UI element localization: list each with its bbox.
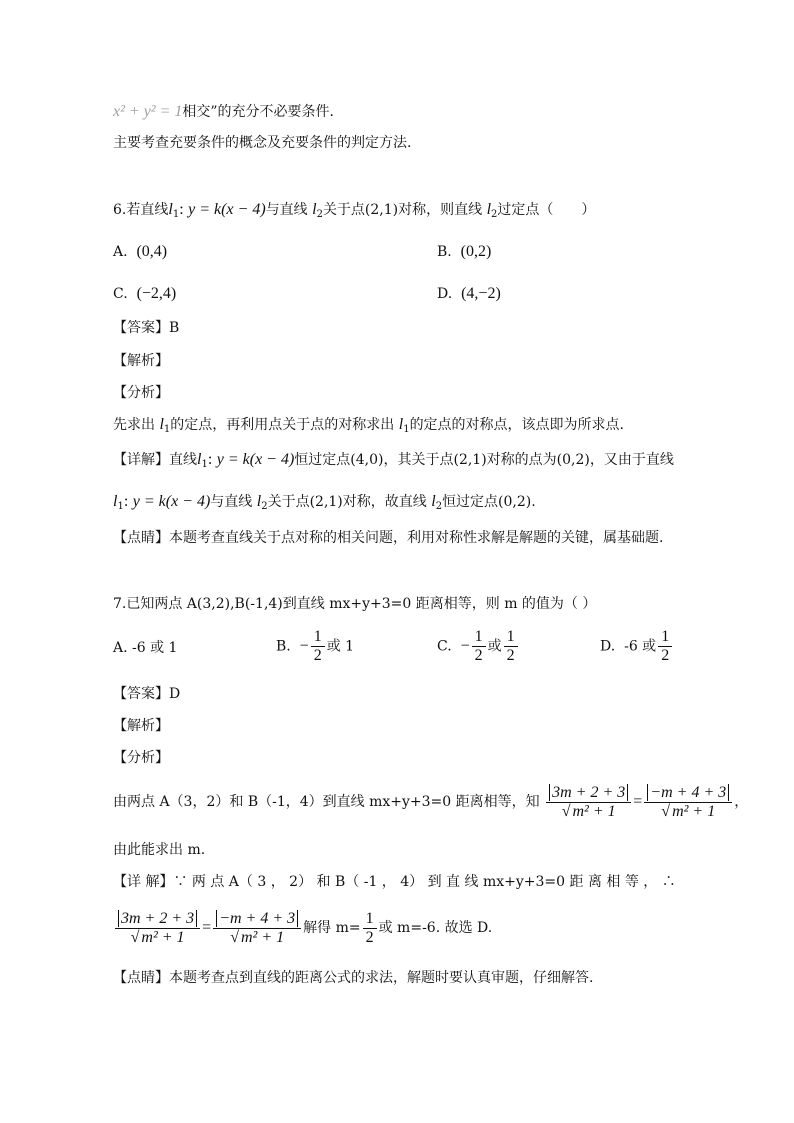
- comma: ，: [734, 794, 749, 810]
- q6-jiexi-heading: 【解析】: [113, 353, 169, 369]
- distance-fraction-1: $\frac{3m + 2 + 3}{\text{√ m² + 1}}$: [115, 910, 200, 947]
- text: 恒过定点(0,2).: [442, 494, 536, 510]
- line-subscript: 1: [163, 424, 171, 435]
- q7-jiexi-heading: 【解析】: [113, 718, 169, 734]
- option-value: (0,4): [136, 243, 168, 260]
- fraction: [472, 628, 486, 665]
- fraction: [363, 910, 377, 947]
- denominator: 2: [506, 647, 515, 664]
- fraction: [311, 628, 325, 665]
- denominator: 2: [474, 647, 483, 664]
- denominator: m² + 1: [672, 802, 716, 820]
- q7-answer: 【答案】D: [113, 686, 181, 702]
- line-equation: y = k(x − 4): [188, 201, 266, 218]
- q7-option-d: [600, 628, 674, 665]
- q7-option-b: [276, 628, 354, 665]
- option-text: -6 或: [624, 638, 657, 655]
- numerator: 1: [504, 628, 518, 647]
- denominator: 2: [313, 647, 322, 664]
- line-subscript: 1: [117, 501, 124, 512]
- fraction: [658, 628, 672, 665]
- denominator: 2: [661, 647, 670, 664]
- numerator: −m + 4 + 3: [647, 784, 729, 801]
- distance-fraction-2: $\frac{-m + 4 + 3}{\text{√ m² + 1}}$: [213, 910, 301, 947]
- line-symbol: l: [312, 201, 317, 218]
- option-value: (−2,4): [136, 285, 177, 302]
- option-value: (4,−2): [461, 285, 501, 302]
- q6-answer: 【答案】B: [113, 320, 180, 336]
- q6-option-d: [437, 284, 501, 304]
- line-symbol: l: [168, 201, 173, 218]
- text: 直线: [169, 452, 197, 468]
- equals-sign: =: [633, 793, 643, 810]
- line-subscript: 1: [201, 459, 208, 470]
- line-symbol: l: [256, 493, 262, 510]
- question-6-stem: [113, 200, 595, 225]
- option-label: B.: [276, 638, 291, 655]
- text: 的定点的对称点，该点即为所求点.: [409, 417, 625, 433]
- option-label: B.: [437, 244, 452, 260]
- question-7-stem: 7.已知两点 A(3,2),B(-1,4)到直线 mx+y+3=0 距离相等，则 m 的值为（ ）: [113, 596, 597, 612]
- text: 与直线: [210, 494, 253, 510]
- q7-option-c: [437, 628, 520, 665]
- option-text: 或: [487, 638, 502, 655]
- option-label: D.: [437, 286, 453, 302]
- line-subscript: 2: [261, 501, 268, 512]
- line-symbol: l: [486, 201, 492, 218]
- stem-text: 过定点（ ）: [497, 202, 596, 218]
- line-subscript: 1: [403, 424, 410, 435]
- denominator: 2: [365, 928, 374, 946]
- distance-fraction-2: $\frac{-m + 4 + 3}{\text{√ m² + 1}}$: [644, 784, 732, 821]
- numerator: 1: [472, 628, 486, 647]
- stem-text: 关于点(2,1)对称，则直线: [322, 202, 483, 218]
- stem-text: 与直线: [265, 202, 308, 218]
- q6-option-a: [113, 242, 167, 262]
- colon: :: [207, 451, 213, 468]
- line-symbol: l: [159, 416, 164, 433]
- numerator: −m + 4 + 3: [216, 910, 298, 927]
- minus: −: [299, 637, 309, 655]
- numerator: 3m + 2 + 3: [549, 784, 628, 801]
- line-symbol: l: [398, 416, 404, 433]
- numerator: 1: [311, 628, 325, 647]
- colon: :: [179, 201, 184, 218]
- q6-option-c: [113, 284, 176, 304]
- q7-fenxi-text-2: 由此能求出 m.: [113, 842, 206, 858]
- q6-fenxi-text: [113, 415, 624, 440]
- option-label: C.: [113, 286, 128, 302]
- line-symbol: l: [113, 493, 118, 510]
- continuation-text: 相交”的充分不必要条件．: [182, 104, 344, 120]
- denominator: m² + 1: [141, 928, 185, 946]
- dianjing-tag: 【点睛】: [113, 530, 169, 546]
- q7-detail-line-1: 【详 解】∵ 两 点 A（ 3 ， 2） 和 B（ -1 ， 4） 到 直 线 mx+y+3=0 距 离 相 等 ， ∴: [113, 874, 676, 890]
- q6-dianjing: [113, 528, 663, 548]
- line-subscript: 2: [316, 209, 323, 220]
- q6-detail-line-1: [113, 450, 674, 475]
- text: 解得 m=: [303, 920, 361, 936]
- text: 由两点 A（3，2）和 B（-1，4）到直线 mx+y+3=0 距离相等，知: [113, 794, 540, 810]
- detail-tag: 【详解】: [113, 452, 169, 468]
- numerator: 1: [658, 628, 672, 647]
- stem-text: 若直线: [126, 202, 169, 218]
- line-equation: y = k(x − 4): [132, 493, 211, 510]
- q6-detail-line-2: [113, 492, 536, 517]
- line-symbol: l: [197, 451, 202, 468]
- q7-option-a: A. -6 或 1: [113, 640, 178, 656]
- line-subscript: 2: [491, 209, 498, 220]
- question-number: 6.: [113, 202, 127, 218]
- text: 关于点(2,1)对称，故直线: [267, 494, 427, 510]
- option-text: 或 1: [326, 638, 355, 655]
- numerator: 1: [363, 910, 377, 929]
- text: 或 m=-6. 故选 D.: [378, 920, 493, 936]
- faded-formula: x² + y² = 1: [113, 103, 183, 120]
- q7-dianjing: 【点睛】本题考查点到直线的距离公式的求法，解题时要认真审题，仔细解答.: [113, 970, 594, 986]
- minus: −: [460, 637, 470, 655]
- option-value: (0,2): [460, 243, 492, 260]
- q6-fenxi-heading: 【分析】: [113, 385, 169, 401]
- option-label: A.: [113, 244, 128, 260]
- text: 先求出: [113, 417, 155, 433]
- text: 本题考查直线关于点对称的相关问题，利用对称性求解是解题的关键，属基础题.: [169, 530, 664, 546]
- q7-fenxi-heading: 【分析】: [113, 750, 169, 766]
- equals-sign: =: [202, 919, 212, 936]
- line-symbol: l: [431, 493, 436, 510]
- denominator: m² + 1: [240, 928, 285, 946]
- option-label: D.: [600, 638, 616, 655]
- q7-fenxi-text: [113, 782, 748, 822]
- numerator: 3m + 2 + 3: [118, 910, 197, 927]
- option-label: C.: [437, 638, 452, 655]
- denominator: m² + 1: [572, 802, 616, 820]
- distance-fraction-1: $\frac{3m + 2 + 3}{\text{√ m² + 1}}$: [546, 784, 631, 821]
- q7-detail-line-2: [113, 908, 492, 948]
- text: 的定点，再利用点关于点的对称求出: [170, 417, 395, 433]
- fraction: [504, 628, 518, 665]
- line-equation: y = k(x − 4): [216, 451, 295, 468]
- text: 恒过定点(4,0)，其关于点(2,1)对称的点为(0,2)，又由于直线: [294, 452, 674, 468]
- q6-option-b: [437, 242, 491, 262]
- summary-line: 主要考查充要条件的概念及充要条件的判定方法.: [113, 135, 412, 151]
- continuation-line: [113, 102, 344, 122]
- line-subscript: 1: [172, 209, 180, 220]
- colon: :: [123, 493, 129, 510]
- line-subscript: 2: [435, 501, 443, 512]
